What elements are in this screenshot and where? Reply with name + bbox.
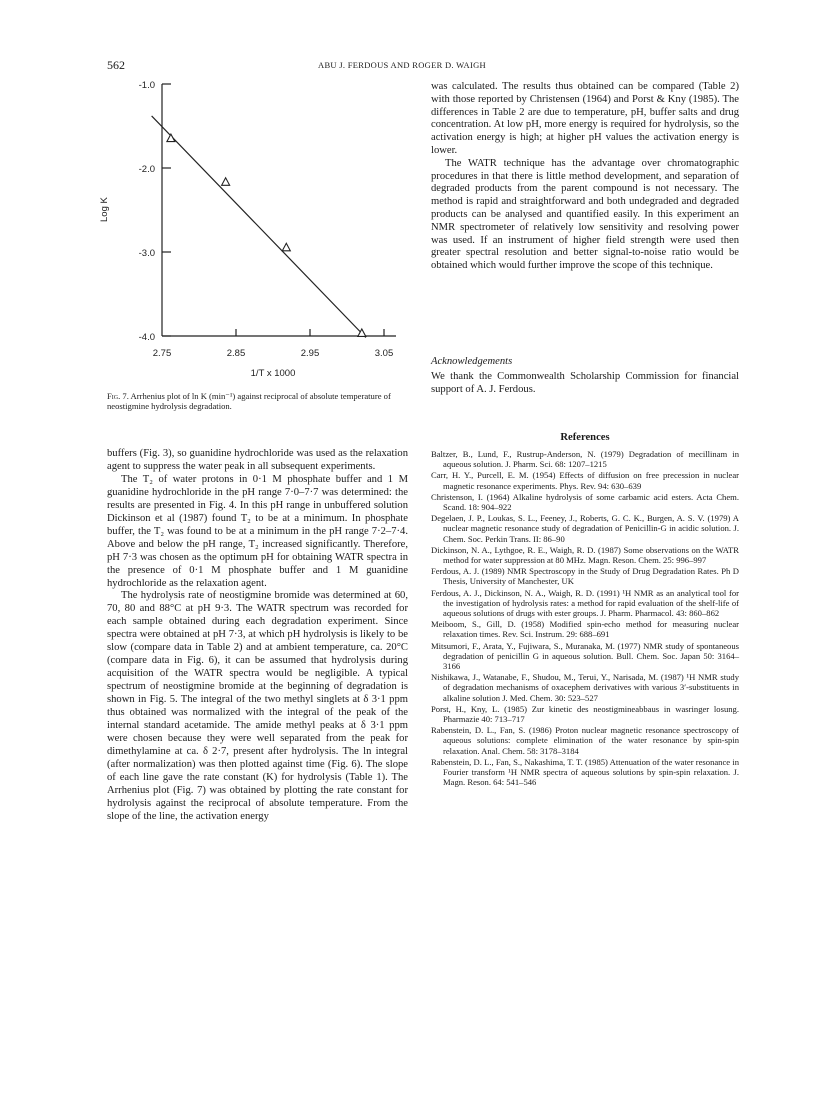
reference-item: Ferdous, A. J., Dickinson, N. A., Waigh, R. D. (1991) ¹H NMR as an analytical tool for the investigation of hydrolysis rates: a method for rapid evaluation of the shelf-life of aqueous solutions of drugs with ester groups. J. Pharm. Pharmacol. 43: 860–862 [431, 587, 739, 619]
figure-caption-label: Fig. 7. [107, 391, 129, 401]
chart-axes [162, 84, 396, 336]
data-point-triangle [222, 178, 230, 186]
chart-series [152, 116, 366, 338]
reference-item: Nishikawa, J., Watanabe, F., Shudou, M., Terui, Y., Narisada, M. (1987) ¹H NMR study of degradation mechanisms of oxacephem derivatives with various 3′-substituents in alkaline solution J. Med. Chem. 30: 523–527 [431, 672, 739, 703]
running-header: ABU J. FERDOUS AND ROGER D. WAIGH [318, 60, 486, 70]
series-line [152, 116, 366, 338]
page-number: 562 [107, 58, 125, 72]
paragraph: was calculated. The results thus obtained can be compared (Table 2) with those reported by Christensen (1964) and Porst & Kny (1985). The differences in Table 2 are due to temperature, pH, buffer salts and drug concentration. At low pH, more energy is required for hydrolysis, so the activation energy is high; at higher pH values the activation energy is lower. [431, 81, 739, 156]
figure-caption [107, 391, 412, 411]
chart-x-label: 1/T x 1000 [250, 368, 296, 379]
reference-item: Christenson, I. (1964) Alkaline hydrolysis of some carbamic acid esters. Acta Chem. Scand. 18: 904–922 [431, 491, 739, 513]
data-point-triangle [167, 134, 175, 142]
arrhenius-chart [0, 0, 420, 390]
reference-item: Meiboom, S., Gill, D. (1958) Modified spin-echo method for measuring nuclear relaxation times. Rev. Sci. Instrum. 29: 688–691 [431, 619, 739, 640]
y-tick-label: -4.0 [138, 332, 155, 343]
chart-y-label: Log K [99, 197, 110, 222]
data-point-triangle [282, 243, 290, 251]
x-tick-label: 2.75 [152, 348, 172, 359]
reference-item: Mitsumori, F., Arata, Y., Fujiwara, S., Muranaka, M. (1977) NMR study of spontaneous degradation of penicillin G in aqueous solution. Bull. Chem. Soc. Japan 50: 3164–3166 [431, 640, 739, 672]
paragraph: buffers (Fig. 3), so guanidine hydrochloride was used as the relaxation agent to suppress the water peak in all subsequent experiments. [107, 448, 408, 472]
acknowledgements-heading: Acknowledgements [431, 356, 513, 367]
reference-item: Rabenstein, D. L., Fan, S. (1986) Proton nuclear magnetic resonance spectroscopy of aqueous solutions: complete elimination of the water resonance by spin-spin relaxation. Anal. Chem. 58: 3178–3184 [431, 725, 739, 756]
paragraph: The hydrolysis rate of neostigmine bromide was determined at 60, 70, 80 and 88°C at pH 9·3. The WATR spectrum was recorded for each sample obtained during each degradation experiment. Since spectra were obtained at pH 7·3, at which pH hydrolysis is likely to be slow (compare data in Table 2) and at ambient temperature, ca. 20°C (compare data in Fig. 6), it can be assumed that hydrolysis during acquisition of the WATR spectra would be negligible. A typical spectrum of neostigmine bromide at the beginning of degradation is shown in Fig. 5. The integral of the two methyl singlets at δ 3·1 ppm thus obtained was normalized with the integral of the peak of the internal standard acetamide. The amide methyl peaks at δ 3·1 ppm were chosen because they were well separated from the peak for dimethylamine at ca. δ 2·7, present after hydrolysis. The ln integral (after normalization) was then plotted against time (Fig. 6). The slope of each line gave the rate constant (K) for hydrolysis (Table 1). The Arrhenius plot (Fig. 7) was obtained by plotting the rate constant for hydrolysis against the reciprocal of absolute temperature. From the slope of the line, the activation energy [107, 590, 408, 822]
acknowledgements-text: We thank the Commonwealth Scholarship Commission for financial support of A. J. Ferdous. [431, 371, 739, 395]
figure-caption-text: Arrhenius plot of ln K (min⁻¹) against reciprocal of absolute temperature of neostigmine hydrolysis degradation. [107, 391, 391, 412]
reference-item: Ferdous, A. J. (1989) NMR Spectroscopy in the Study of Drug Degradation Rates. Ph D Thesis, University of Manchester, UK [431, 566, 739, 587]
paragraph: The T₂ of water protons in 0·1 M phosphate buffer and 1 M guanidine hydrochloride in the pH range 7·0–7·7 was determined: the results are presented in Fig. 4. In this pH range in unbuffered solution Dickinson et al (1987) found T₂ to be at a minimum. In phosphate buffer, the T₂ was found to be at a minimum in the pH range 7·2–7·4. Above and below the pH range, T₂ increased significantly. Therefore, pH 7·3 was chosen as the optimum pH for obtaining WATR spectra in the presence of 0·1 M phosphate buffer and 1 M guanidine hydrochloride as the relaxation agent. [107, 473, 408, 589]
x-tick-label: 2.95 [300, 348, 320, 359]
right-column-body [431, 81, 739, 273]
reference-item: Dickinson, N. A., Lythgoe, R. E., Waigh, R. D. (1987) Some observations on the WATR method for water suppression at 80 MHz. Magn. Reson. Chem. 25: 996–997 [431, 544, 739, 566]
reference-item: Degelaen, J. P., Loukas, S. L., Feeney, J., Roberts, G. C. K., Burgen, A. S. V. (1979) A nuclear magnetic resonance study of degradation of Penicillin-G in acidic solution. J. Chem. Soc. Perkin Trans. II: 86–90 [431, 513, 739, 544]
chart-tick-labels [139, 80, 394, 359]
reference-item: Carr, H. Y., Purcell, E. M. (1954) Effects of diffusion on free precession in nuclear magnetic resonance experiments. Phys. Rev. 94: 630–639 [431, 470, 739, 491]
left-column-body [107, 448, 408, 824]
paragraph: The WATR technique has the advantage over chromatographic procedures in that there is little method development, and separation of degraded products from the parent compound is not necessary. The method is rapid and straightforward and both undegraded and degraded products can be analysed and quantified easily. In this experiment an NMR spectrometer of relatively low sensitivity and resolving power was used. If an instrument of higher field strength were used then greater spectral resolution and better signal-to-noise ratio would be obtained which would further improve the scope of this technique. [431, 157, 739, 272]
reference-item: Porst, H., Kny, L. (1985) Zur kinetic des neostigmineabbaus in wasringer losung. Pharmazie 40: 713–717 [431, 703, 739, 725]
reference-item: Baltzer, B., Lund, F., Rustrup-Anderson, N. (1979) Degradation of mecillinam in aqueous solution. J. Pharm. Sci. 68: 1207–1215 [431, 449, 739, 470]
y-tick-label: -3.0 [138, 248, 155, 259]
references-heading: References [560, 432, 610, 443]
x-tick-label: 3.05 [374, 348, 394, 359]
reference-item: Rabenstein, D. L., Fan, S., Nakashima, T. T. (1985) Attenuation of the water resonance in Fourier transform ¹H NMR spectra of aqueous solutions by spin-spin relaxation. J. Magn. Reson. 64: 541–546 [431, 756, 739, 788]
y-tick-label: -1.0 [138, 80, 155, 91]
x-tick-label: 2.85 [226, 348, 246, 359]
references-list [431, 449, 739, 789]
y-tick-label: -2.0 [138, 164, 155, 175]
